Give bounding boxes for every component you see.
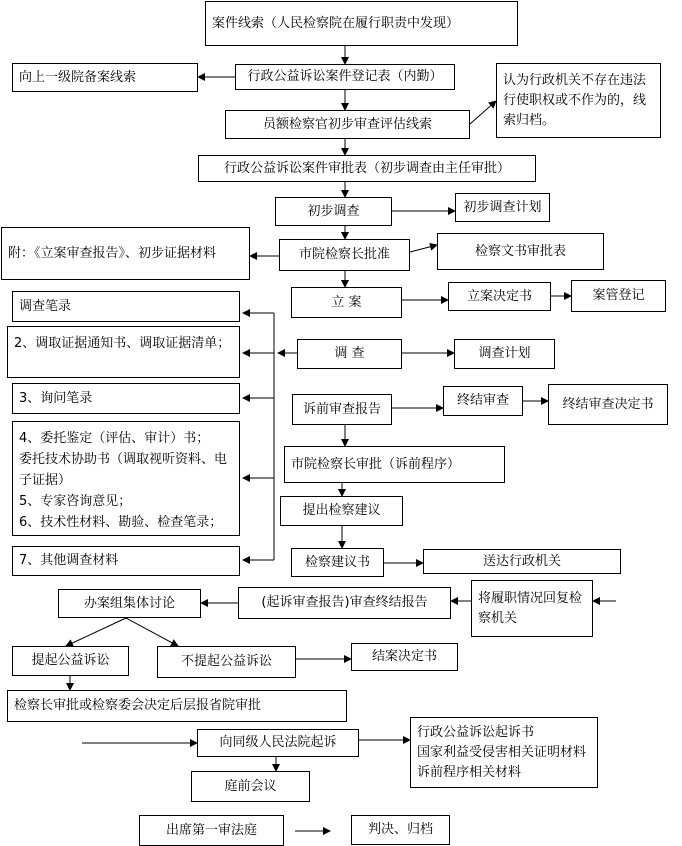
file-public-interest-suit-box: 提起公益诉讼 (12, 646, 129, 676)
sue-in-court-box: 向同级人民法院起诉 (197, 729, 359, 757)
agency-reply-box: 将履职情况回复检察机关 (471, 580, 593, 637)
filing-decision-box: 立案决定书 (448, 282, 551, 311)
case-lead-box: 案件线索（人民检察院在履行职责中发现） (205, 1, 518, 46)
preliminary-review-box: 员额检察官初步审查评估线索 (225, 110, 470, 139)
deliver-to-agency-box: 送达行政机关 (423, 549, 621, 574)
provincial-approval-box: 检察长审批或检察委会决定后层报省院审批 (7, 690, 347, 722)
pre-litigation-report-box: 诉前审查报告 (292, 394, 392, 425)
preliminary-investigation-plan-box: 初步调查计划 (455, 193, 550, 222)
other-materials-box: 7、其他调查材料 (12, 546, 240, 576)
investigation-plan-box: 调查计划 (454, 339, 555, 369)
indictment-materials-box: 行政公益诉讼起诉书 国家利益受侵害相关证明材料 诉前程序相关材料 (410, 717, 598, 788)
city-procurator-review-box: 市院检察长审批（诉前程序） (284, 446, 505, 483)
report-lead-to-superior-box: 向上一级院备案线索 (12, 63, 198, 92)
arrow-discussion-to-nosuit (126, 618, 178, 646)
city-procurator-approve-box: 市院检察长批准 (279, 239, 410, 271)
inquiry-record-box: 3、询问笔录 (12, 383, 240, 414)
conclude-review-decision-box: 终结审查决定书 (548, 384, 668, 425)
arrow-discussion-to-suit (66, 618, 126, 646)
case-closing-decision-box: 结案决定书 (351, 643, 458, 671)
first-instance-trial-box: 出席第一审法庭 (139, 815, 284, 846)
procuratorial-suggestion-box: 提出检察建议 (280, 496, 403, 526)
entrusted-materials-box: 4、委托鉴定（评估、审计）书； 委托技术协助书（调取视听资料、电子证据） 5、专家咨询意见； 6、技术性材料、勘验、检查笔录； (12, 421, 240, 536)
arrow-review-to-archive (470, 101, 496, 124)
case-filing-box: 立 案 (291, 287, 402, 318)
verdict-archive-box: 判决、归档 (351, 815, 450, 845)
pretrial-meeting-box: 庭前会议 (191, 771, 310, 802)
no-public-interest-suit-box: 不提起公益诉讼 (157, 646, 296, 678)
evidence-notice-box: 2、调取证据通知书、调取证据清单； (7, 326, 240, 378)
preliminary-investigation-box: 初步调查 (275, 197, 392, 226)
investigation-box: 调 查 (297, 339, 402, 369)
document-approval-form-box: 检察文书审批表 (437, 233, 604, 270)
archive-lead-box: 认为行政机关不存在违法行使职权或不作为的，线索归档。 (496, 63, 661, 138)
final-review-report-box: (起诉审查报告)审查终结报告 (238, 587, 451, 619)
suggestion-letter-box: 检察建议书 (291, 548, 384, 577)
filing-attachments-box: 附：《立案审查报告》、初步证据材料 (1, 227, 250, 280)
case-management-register-box: 案管登记 (571, 280, 666, 312)
arrow-approve-to-docform (410, 245, 437, 252)
conclude-review-box: 终结审查 (443, 386, 523, 416)
case-approval-form-box: 行政公益诉讼案件审批表（初步调查由主任审批） (198, 155, 536, 182)
group-discussion-box: 办案组集体讨论 (58, 589, 201, 618)
case-register-form-box: 行政公益诉讼案件登记表（内勤） (235, 64, 455, 90)
investigation-record-box: 调查笔录 (12, 291, 240, 322)
